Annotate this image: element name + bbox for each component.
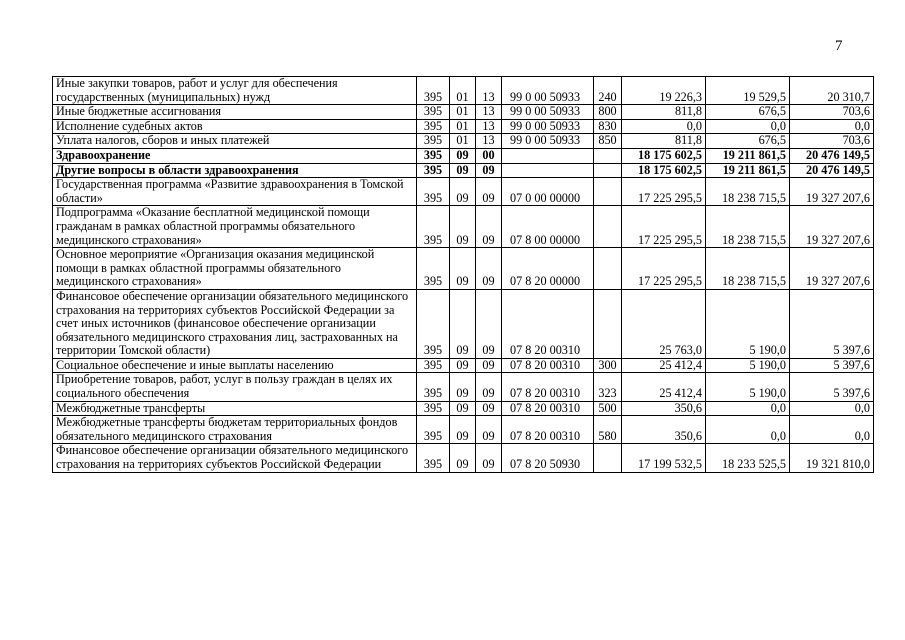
ministry-code-cell: 395 — [417, 105, 450, 120]
year2-amount-cell: 19 529,5 — [706, 77, 790, 105]
target-item-code-cell: 99 0 00 50933 — [502, 119, 594, 134]
target-item-code-cell: 07 8 20 00310 — [502, 289, 594, 358]
table-row — [53, 358, 874, 373]
subsection-code-cell: 09 — [476, 401, 502, 416]
table-row — [53, 206, 874, 248]
year2-amount-cell: 0,0 — [706, 119, 790, 134]
year1-amount-cell: 19 226,3 — [622, 77, 706, 105]
year2-amount-cell: 18 238 715,5 — [706, 248, 790, 290]
section-code-cell: 09 — [450, 416, 476, 444]
section-code-cell: 01 — [450, 105, 476, 120]
section-code-cell: 09 — [450, 163, 476, 178]
row-name-cell: Иные бюджетные ассигнования — [53, 105, 417, 120]
table-row — [53, 77, 874, 105]
table-row — [53, 444, 874, 472]
subsection-code-cell: 09 — [476, 444, 502, 472]
year2-amount-cell: 5 190,0 — [706, 289, 790, 358]
expense-type-cell: 240 — [594, 77, 622, 105]
year1-amount-cell: 17 199 532,5 — [622, 444, 706, 472]
year3-amount-cell: 20 476 149,5 — [790, 163, 874, 178]
year1-amount-cell: 350,6 — [622, 401, 706, 416]
year2-amount-cell: 5 190,0 — [706, 358, 790, 373]
year3-amount-cell: 19 321 810,0 — [790, 444, 874, 472]
expense-type-cell — [594, 148, 622, 163]
expense-type-cell: 500 — [594, 401, 622, 416]
ministry-code-cell: 395 — [417, 163, 450, 178]
section-code-cell: 01 — [450, 77, 476, 105]
table-row — [53, 148, 874, 163]
target-item-code-cell: 07 8 20 00310 — [502, 358, 594, 373]
expense-type-cell: 580 — [594, 416, 622, 444]
subsection-code-cell: 13 — [476, 77, 502, 105]
section-code-cell: 09 — [450, 178, 476, 206]
year2-amount-cell: 676,5 — [706, 105, 790, 120]
year3-amount-cell: 5 397,6 — [790, 289, 874, 358]
expense-type-cell — [594, 206, 622, 248]
expense-type-cell: 830 — [594, 119, 622, 134]
row-name-cell: Здравоохранение — [53, 148, 417, 163]
subsection-code-cell: 13 — [476, 105, 502, 120]
table-row — [53, 119, 874, 134]
table-row — [53, 289, 874, 358]
ministry-code-cell: 395 — [417, 248, 450, 290]
year1-amount-cell: 0,0 — [622, 119, 706, 134]
table-row — [53, 401, 874, 416]
year2-amount-cell: 18 238 715,5 — [706, 206, 790, 248]
ministry-code-cell: 395 — [417, 289, 450, 358]
target-item-code-cell: 07 0 00 00000 — [502, 178, 594, 206]
row-name-cell: Приобретение товаров, работ, услуг в пользу граждан в целях их социального обеспечения — [53, 373, 417, 401]
target-item-code-cell: 07 8 20 00000 — [502, 248, 594, 290]
ministry-code-cell: 395 — [417, 77, 450, 105]
year3-amount-cell: 703,6 — [790, 134, 874, 149]
ministry-code-cell: 395 — [417, 148, 450, 163]
year1-amount-cell: 25 763,0 — [622, 289, 706, 358]
year2-amount-cell: 18 233 525,5 — [706, 444, 790, 472]
target-item-code-cell — [502, 163, 594, 178]
table-row — [53, 248, 874, 290]
year1-amount-cell: 811,8 — [622, 105, 706, 120]
target-item-code-cell: 99 0 00 50933 — [502, 134, 594, 149]
subsection-code-cell: 09 — [476, 289, 502, 358]
year3-amount-cell: 19 327 207,6 — [790, 178, 874, 206]
target-item-code-cell: 07 8 20 50930 — [502, 444, 594, 472]
row-name-cell: Социальное обеспечение и иные выплаты населению — [53, 358, 417, 373]
expense-type-cell — [594, 248, 622, 290]
year3-amount-cell: 0,0 — [790, 416, 874, 444]
subsection-code-cell: 09 — [476, 373, 502, 401]
year3-amount-cell: 0,0 — [790, 401, 874, 416]
subsection-code-cell: 09 — [476, 358, 502, 373]
year2-amount-cell: 19 211 861,5 — [706, 163, 790, 178]
year2-amount-cell: 5 190,0 — [706, 373, 790, 401]
table-row — [53, 163, 874, 178]
year1-amount-cell: 25 412,4 — [622, 358, 706, 373]
subsection-code-cell: 09 — [476, 163, 502, 178]
year1-amount-cell: 18 175 602,5 — [622, 148, 706, 163]
year3-amount-cell: 20 476 149,5 — [790, 148, 874, 163]
target-item-code-cell: 07 8 20 00310 — [502, 416, 594, 444]
row-name-cell: Уплата налогов, сборов и иных платежей — [53, 134, 417, 149]
table-row — [53, 105, 874, 120]
page-number: 7 — [835, 38, 843, 54]
year1-amount-cell: 25 412,4 — [622, 373, 706, 401]
subsection-code-cell: 09 — [476, 248, 502, 290]
subsection-code-cell: 00 — [476, 148, 502, 163]
expense-type-cell: 800 — [594, 105, 622, 120]
row-name-cell: Финансовое обеспечение организации обязательного медицинского страхования на территориях субъектов Российской Федерации за счет иных источников (финансовое обеспечение организации обязательного медицинского страхования лиц, застрахованных на территории Томской области) — [53, 289, 417, 358]
row-name-cell: Исполнение судебных актов — [53, 119, 417, 134]
year3-amount-cell: 19 327 207,6 — [790, 206, 874, 248]
section-code-cell: 09 — [450, 248, 476, 290]
ministry-code-cell: 395 — [417, 373, 450, 401]
section-code-cell: 09 — [450, 373, 476, 401]
ministry-code-cell: 395 — [417, 206, 450, 248]
table-row — [53, 373, 874, 401]
table-row — [53, 416, 874, 444]
year2-amount-cell: 0,0 — [706, 416, 790, 444]
year1-amount-cell: 811,8 — [622, 134, 706, 149]
expense-type-cell — [594, 289, 622, 358]
target-item-code-cell: 99 0 00 50933 — [502, 77, 594, 105]
target-item-code-cell: 07 8 20 00310 — [502, 373, 594, 401]
section-code-cell: 09 — [450, 206, 476, 248]
expense-type-cell: 850 — [594, 134, 622, 149]
row-name-cell: Межбюджетные трансферты бюджетам территориальных фондов обязательного медицинского страхования — [53, 416, 417, 444]
ministry-code-cell: 395 — [417, 358, 450, 373]
section-code-cell: 01 — [450, 119, 476, 134]
row-name-cell: Другие вопросы в области здравоохранения — [53, 163, 417, 178]
row-name-cell: Государственная программа «Развитие здравоохранения в Томской области» — [53, 178, 417, 206]
ministry-code-cell: 395 — [417, 444, 450, 472]
subsection-code-cell: 09 — [476, 416, 502, 444]
section-code-cell: 09 — [450, 358, 476, 373]
table-body — [53, 77, 874, 473]
ministry-code-cell: 395 — [417, 119, 450, 134]
subsection-code-cell: 09 — [476, 178, 502, 206]
section-code-cell: 09 — [450, 401, 476, 416]
ministry-code-cell: 395 — [417, 178, 450, 206]
row-name-cell: Межбюджетные трансферты — [53, 401, 417, 416]
target-item-code-cell: 99 0 00 50933 — [502, 105, 594, 120]
ministry-code-cell: 395 — [417, 416, 450, 444]
section-code-cell: 09 — [450, 148, 476, 163]
expense-type-cell: 300 — [594, 358, 622, 373]
row-name-cell: Основное мероприятие «Организация оказания медицинской помощи в рамках областной программы обязательного медицинского страхования» — [53, 248, 417, 290]
subsection-code-cell: 13 — [476, 134, 502, 149]
row-name-cell: Финансовое обеспечение организации обязательного медицинского страхования на территориях субъектов Российской Федерации — [53, 444, 417, 472]
expense-type-cell — [594, 163, 622, 178]
expense-type-cell — [594, 444, 622, 472]
year1-amount-cell: 17 225 295,5 — [622, 178, 706, 206]
section-code-cell: 09 — [450, 289, 476, 358]
target-item-code-cell: 07 8 00 00000 — [502, 206, 594, 248]
section-code-cell: 09 — [450, 444, 476, 472]
subsection-code-cell: 09 — [476, 206, 502, 248]
year2-amount-cell: 18 238 715,5 — [706, 178, 790, 206]
year3-amount-cell: 0,0 — [790, 119, 874, 134]
table-row — [53, 134, 874, 149]
expense-type-cell — [594, 178, 622, 206]
year1-amount-cell: 17 225 295,5 — [622, 248, 706, 290]
year3-amount-cell: 5 397,6 — [790, 358, 874, 373]
row-name-cell: Подпрограмма «Оказание бесплатной медицинской помощи гражданам в рамках областной программы обязательного медицинского страхования» — [53, 206, 417, 248]
ministry-code-cell: 395 — [417, 134, 450, 149]
budget-table — [52, 76, 874, 473]
year3-amount-cell: 19 327 207,6 — [790, 248, 874, 290]
section-code-cell: 01 — [450, 134, 476, 149]
year3-amount-cell: 703,6 — [790, 105, 874, 120]
year2-amount-cell: 19 211 861,5 — [706, 148, 790, 163]
subsection-code-cell: 13 — [476, 119, 502, 134]
year3-amount-cell: 20 310,7 — [790, 77, 874, 105]
table-row — [53, 178, 874, 206]
year1-amount-cell: 350,6 — [622, 416, 706, 444]
year1-amount-cell: 17 225 295,5 — [622, 206, 706, 248]
expense-type-cell: 323 — [594, 373, 622, 401]
year3-amount-cell: 5 397,6 — [790, 373, 874, 401]
year1-amount-cell: 18 175 602,5 — [622, 163, 706, 178]
row-name-cell: Иные закупки товаров, работ и услуг для обеспечения государственных (муниципальных) нужд — [53, 77, 417, 105]
target-item-code-cell — [502, 148, 594, 163]
year2-amount-cell: 0,0 — [706, 401, 790, 416]
target-item-code-cell: 07 8 20 00310 — [502, 401, 594, 416]
ministry-code-cell: 395 — [417, 401, 450, 416]
year2-amount-cell: 676,5 — [706, 134, 790, 149]
